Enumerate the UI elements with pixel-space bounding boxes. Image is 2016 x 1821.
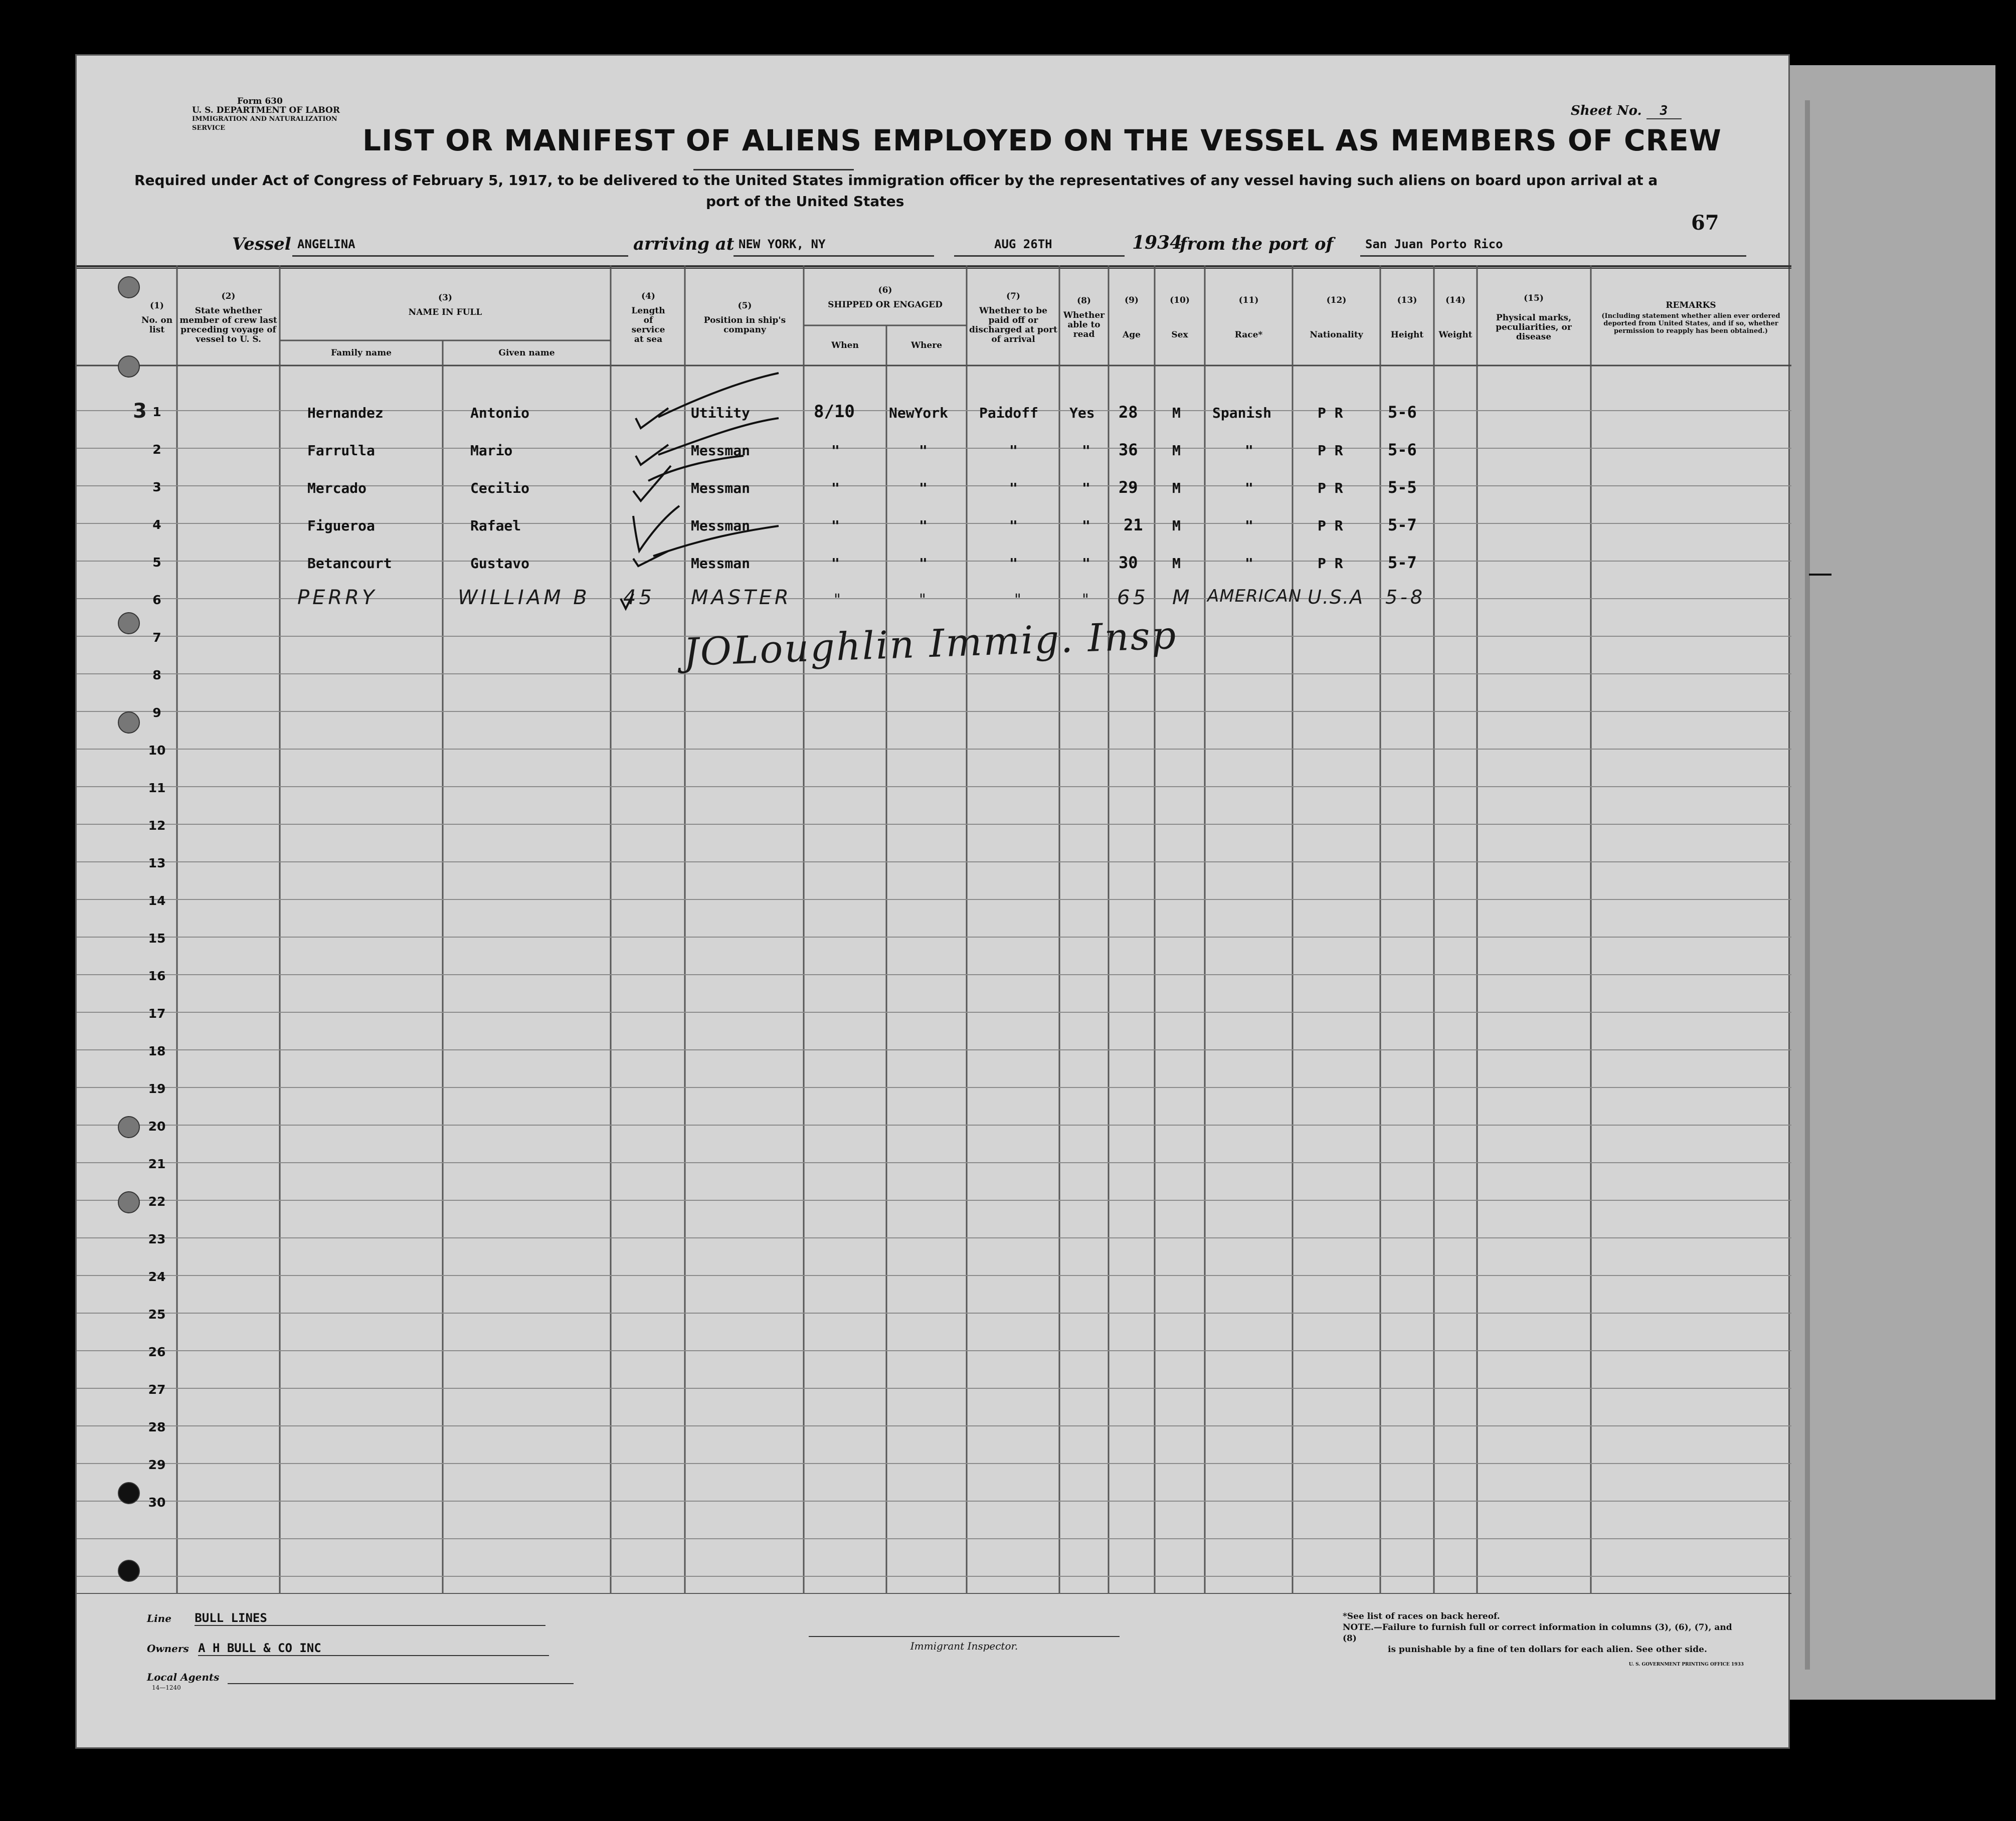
col-label-8: Whether able to read bbox=[1063, 310, 1105, 339]
page-number: 67 bbox=[1691, 211, 1719, 235]
row-number: 30 bbox=[148, 1495, 166, 1510]
col-num-9: (9) bbox=[1125, 295, 1139, 305]
row-number: 21 bbox=[148, 1157, 166, 1171]
height: 5-5 bbox=[1388, 478, 1417, 497]
crew-table bbox=[77, 265, 1791, 1594]
shipped-when: " bbox=[831, 442, 840, 459]
check-mark-icon bbox=[633, 506, 679, 551]
row-number: 5 bbox=[152, 555, 161, 570]
row-number: 4 bbox=[152, 517, 161, 532]
nationality: P R bbox=[1318, 405, 1343, 421]
printer-note: U. S. GOVERNMENT PRINTING OFFICE 1933 bbox=[1628, 1662, 1744, 1667]
underlying-page-edge bbox=[1805, 100, 1810, 1670]
check-mark-icon bbox=[621, 594, 633, 609]
given-name: Antonio bbox=[470, 405, 530, 421]
row-number: 25 bbox=[148, 1307, 166, 1322]
shipped-where: NewYork bbox=[889, 405, 949, 421]
row-number: 18 bbox=[148, 1044, 166, 1058]
col-label-3: NAME IN FULL bbox=[408, 307, 482, 317]
col-num-1: (1) bbox=[150, 300, 164, 311]
age: 21 bbox=[1124, 515, 1143, 534]
col-label-7: Whether to be paid off or discharged at port of arrival bbox=[969, 305, 1057, 344]
age: 36 bbox=[1119, 440, 1138, 459]
row-number: 26 bbox=[148, 1345, 166, 1359]
vessel-label: Vessel bbox=[232, 234, 291, 254]
row-number: 1 bbox=[152, 405, 161, 419]
remarks-mark bbox=[1809, 574, 1831, 576]
col-label-10: Sex bbox=[1171, 330, 1188, 340]
race-note: *See list of races on back hereof. bbox=[1343, 1611, 1500, 1621]
position: MASTER bbox=[691, 586, 792, 609]
given-name: Mario bbox=[470, 442, 513, 459]
agents-label: Local Agents bbox=[147, 1671, 220, 1683]
height: 5-8 bbox=[1385, 586, 1426, 608]
shipped-when: 8/10 bbox=[814, 402, 855, 422]
paid-off: " bbox=[1009, 442, 1018, 459]
col-num-15: (15) bbox=[1524, 293, 1544, 303]
col-label-remarks: REMARKS bbox=[1666, 300, 1716, 310]
col-sub-given: Given name bbox=[498, 347, 555, 358]
shipped-when: " bbox=[834, 591, 844, 609]
col-num-5: (5) bbox=[738, 300, 752, 311]
row-number: 22 bbox=[148, 1194, 166, 1209]
age: 29 bbox=[1119, 478, 1138, 497]
sex: M bbox=[1172, 405, 1181, 421]
race: " bbox=[1245, 442, 1253, 459]
row-number: 8 bbox=[152, 668, 161, 682]
col-num-13: (13) bbox=[1397, 295, 1417, 305]
footer bbox=[147, 1591, 1751, 1741]
row-number: 10 bbox=[148, 743, 166, 758]
departure-port: San Juan Porto Rico bbox=[1365, 237, 1503, 251]
punch-hole bbox=[118, 1191, 140, 1213]
family-name: Figueroa bbox=[307, 517, 375, 534]
inspector-signature: JOLoughlin Immig. Insp bbox=[682, 612, 1178, 675]
row-number: 9 bbox=[152, 705, 161, 720]
penalty-note-2: is punishable by a fine of ten dollars for each alien. See other side. bbox=[1388, 1645, 1707, 1655]
row-number: 23 bbox=[148, 1232, 166, 1246]
able-to-read: Yes bbox=[1069, 405, 1095, 421]
height: 5-7 bbox=[1388, 553, 1417, 572]
paid-off: Paidoff bbox=[979, 405, 1039, 421]
agents-field bbox=[228, 1671, 574, 1684]
punch-hole bbox=[118, 1560, 140, 1582]
col-num-11: (11) bbox=[1238, 295, 1259, 305]
position: Utility bbox=[691, 405, 751, 421]
check-mark-icon bbox=[636, 373, 779, 428]
position: Messman bbox=[691, 517, 751, 534]
col-label-9: Age bbox=[1123, 330, 1141, 340]
arrival-year: 1934 bbox=[1132, 232, 1183, 253]
vessel-name: ANGELINA bbox=[297, 237, 355, 251]
position: Messman bbox=[691, 442, 751, 459]
given-name: Gustavo bbox=[470, 555, 530, 572]
page-title: LIST OR MANIFEST OF ALIENS EMPLOYED ON THE VESSEL AS MEMBERS OF CREW bbox=[362, 123, 1722, 157]
col-note-remarks: (Including statement whether alien ever ordered deported from United States, and if so, whether permission to reapply has been obtained.) bbox=[1601, 312, 1780, 335]
form-code: 14—1240 bbox=[152, 1684, 181, 1691]
given-name: Cecilio bbox=[470, 480, 530, 496]
shipped-when: " bbox=[831, 480, 840, 496]
punch-hole bbox=[118, 711, 140, 734]
col-num-12: (12) bbox=[1326, 295, 1347, 305]
row-number: 20 bbox=[148, 1119, 166, 1134]
col-num-10: (10) bbox=[1170, 295, 1190, 305]
row-number: 27 bbox=[148, 1382, 166, 1397]
race: " bbox=[1245, 517, 1253, 534]
col-label-4: Length of service at sea bbox=[631, 305, 665, 344]
shipped-where: " bbox=[919, 480, 928, 496]
row-number: 3 bbox=[152, 480, 161, 494]
row-number: 6 bbox=[152, 593, 161, 607]
sheet-label: Sheet No. bbox=[1571, 103, 1642, 118]
arriving-label: arriving at bbox=[633, 234, 735, 254]
subtitle-line-1: Required under Act of Congress of February 5, 1917, to be delivered to the United States immigration officer by the representatives of any vessel having such aliens on board upon arrival at a bbox=[134, 172, 1658, 189]
col-num-14: (14) bbox=[1445, 295, 1465, 305]
age: 28 bbox=[1119, 403, 1138, 422]
nationality: P R bbox=[1318, 442, 1343, 459]
row-number: 28 bbox=[148, 1420, 166, 1434]
row-number: 17 bbox=[148, 1006, 166, 1021]
col-num-6: (6) bbox=[878, 285, 892, 295]
sex: M bbox=[1172, 442, 1181, 459]
position: Messman bbox=[691, 480, 751, 496]
shipping-line: BULL LINES bbox=[195, 1611, 545, 1626]
col-label-1: No. on list bbox=[141, 315, 173, 335]
family-name: Mercado bbox=[307, 480, 367, 496]
paid-off: " bbox=[1009, 480, 1018, 496]
nationality: P R bbox=[1318, 555, 1343, 572]
manifest-sheet bbox=[75, 54, 1790, 1749]
col-label-13: Height bbox=[1390, 330, 1424, 340]
check-mark-icon bbox=[636, 418, 779, 465]
sex: M bbox=[1172, 517, 1181, 534]
col-num-8: (8) bbox=[1077, 296, 1091, 306]
able-to-read: " bbox=[1082, 555, 1090, 572]
position: Messman bbox=[691, 555, 751, 572]
col-num-4: (4) bbox=[641, 291, 655, 301]
service-name: IMMIGRATION AND NATURALIZATION SERVICE bbox=[192, 115, 337, 132]
race: " bbox=[1245, 555, 1253, 572]
col-label-6: SHIPPED OR ENGAGED bbox=[828, 300, 943, 310]
nationality: U.S.A bbox=[1308, 586, 1364, 608]
check-mark-icon bbox=[633, 456, 744, 501]
sex: M bbox=[1172, 586, 1193, 609]
title-underline bbox=[693, 169, 854, 170]
family-name: Betancourt bbox=[307, 555, 392, 572]
given-name: WILLIAM B bbox=[458, 586, 590, 609]
row-number: 29 bbox=[148, 1458, 166, 1472]
race: Spanish bbox=[1212, 405, 1272, 421]
row-number: 14 bbox=[148, 893, 166, 908]
penalty-note-1: NOTE.—Failure to furnish full or correct information in columns (3), (6), (7), and (8) bbox=[1343, 1622, 1732, 1644]
paid-off: " bbox=[1014, 591, 1024, 609]
underlying-page bbox=[1785, 65, 1995, 1700]
row-number: 7 bbox=[152, 630, 161, 645]
col-num-3: (3) bbox=[438, 293, 452, 303]
col-sub-where: Where bbox=[910, 340, 943, 350]
paid-off: " bbox=[1009, 555, 1018, 572]
shipped-when: " bbox=[831, 555, 840, 572]
owners: A H BULL & CO INC bbox=[198, 1641, 549, 1656]
family-name: Hernandez bbox=[307, 405, 384, 421]
col-sub-family: Family name bbox=[330, 347, 392, 358]
paid-off: " bbox=[1009, 517, 1018, 534]
col-label-15: Physical marks, peculiarities, or disease bbox=[1496, 313, 1572, 342]
able-to-read: " bbox=[1082, 517, 1090, 534]
shipped-when: " bbox=[831, 517, 840, 534]
subtitle-line-2: port of the United States bbox=[706, 193, 904, 210]
line-label: Line bbox=[147, 1612, 171, 1624]
shipped-where: " bbox=[919, 517, 928, 534]
arrival-date: AUG 26TH bbox=[994, 237, 1052, 251]
sex: M bbox=[1172, 555, 1181, 572]
age: 65 bbox=[1117, 586, 1149, 609]
row-number: 15 bbox=[148, 931, 166, 946]
vessel-line bbox=[232, 232, 1746, 257]
race: " bbox=[1245, 480, 1253, 496]
service-length: 45 bbox=[623, 586, 655, 609]
inspector-label: Immigrant Inspector. bbox=[910, 1640, 1018, 1652]
race: AMERICAN bbox=[1207, 586, 1302, 606]
col-label-2: State whether member of crew last preceding voyage of vessel to U. S. bbox=[179, 305, 277, 344]
row-number: 11 bbox=[148, 781, 166, 795]
row-number: 19 bbox=[148, 1081, 166, 1096]
nationality: P R bbox=[1318, 517, 1343, 534]
row-number: 16 bbox=[148, 969, 166, 983]
col-num-7: (7) bbox=[1006, 291, 1020, 301]
able-to-read: " bbox=[1082, 591, 1092, 609]
age: 30 bbox=[1119, 553, 1138, 572]
punch-hole bbox=[118, 276, 140, 298]
punch-hole bbox=[118, 1482, 140, 1504]
sex: M bbox=[1172, 480, 1181, 496]
check-mark-icon bbox=[633, 526, 779, 566]
height: 5-6 bbox=[1388, 440, 1417, 459]
punch-hole bbox=[118, 612, 140, 634]
given-name: Rafael bbox=[470, 517, 521, 534]
form-number: Form 630 bbox=[237, 96, 283, 106]
shipped-where: " bbox=[919, 555, 928, 572]
family-name: Farrulla bbox=[307, 442, 375, 459]
punch-hole bbox=[118, 355, 140, 378]
height: 5-7 bbox=[1388, 515, 1417, 534]
col-label-11: Race* bbox=[1234, 330, 1263, 340]
from-port-label: from the port of bbox=[1180, 234, 1334, 254]
arrival-port: NEW YORK, NY bbox=[739, 237, 826, 251]
col-label-14: Weight bbox=[1438, 330, 1473, 340]
col-sub-when: When bbox=[831, 340, 859, 350]
able-to-read: " bbox=[1082, 442, 1090, 459]
owners-label: Owners bbox=[147, 1643, 189, 1655]
row-number: 2 bbox=[152, 442, 161, 457]
row-number: 13 bbox=[148, 856, 166, 870]
row-number: 12 bbox=[148, 818, 166, 833]
department: U. S. DEPARTMENT OF LABOR bbox=[192, 105, 340, 115]
nationality: P R bbox=[1318, 480, 1343, 496]
punch-hole bbox=[118, 1116, 140, 1138]
col-label-12: Nationality bbox=[1310, 330, 1363, 340]
able-to-read: " bbox=[1082, 480, 1090, 496]
row-number: 24 bbox=[148, 1269, 166, 1284]
margin-mark: 3 bbox=[133, 400, 150, 423]
family-name: PERRY bbox=[297, 586, 378, 609]
sheet-number: 3 bbox=[1646, 103, 1682, 119]
col-label-5: Position in ship's company bbox=[703, 315, 786, 335]
col-num-2: (2) bbox=[221, 291, 236, 301]
height: 5-6 bbox=[1388, 403, 1417, 422]
shipped-where: " bbox=[919, 591, 929, 609]
shipped-where: " bbox=[919, 442, 928, 459]
